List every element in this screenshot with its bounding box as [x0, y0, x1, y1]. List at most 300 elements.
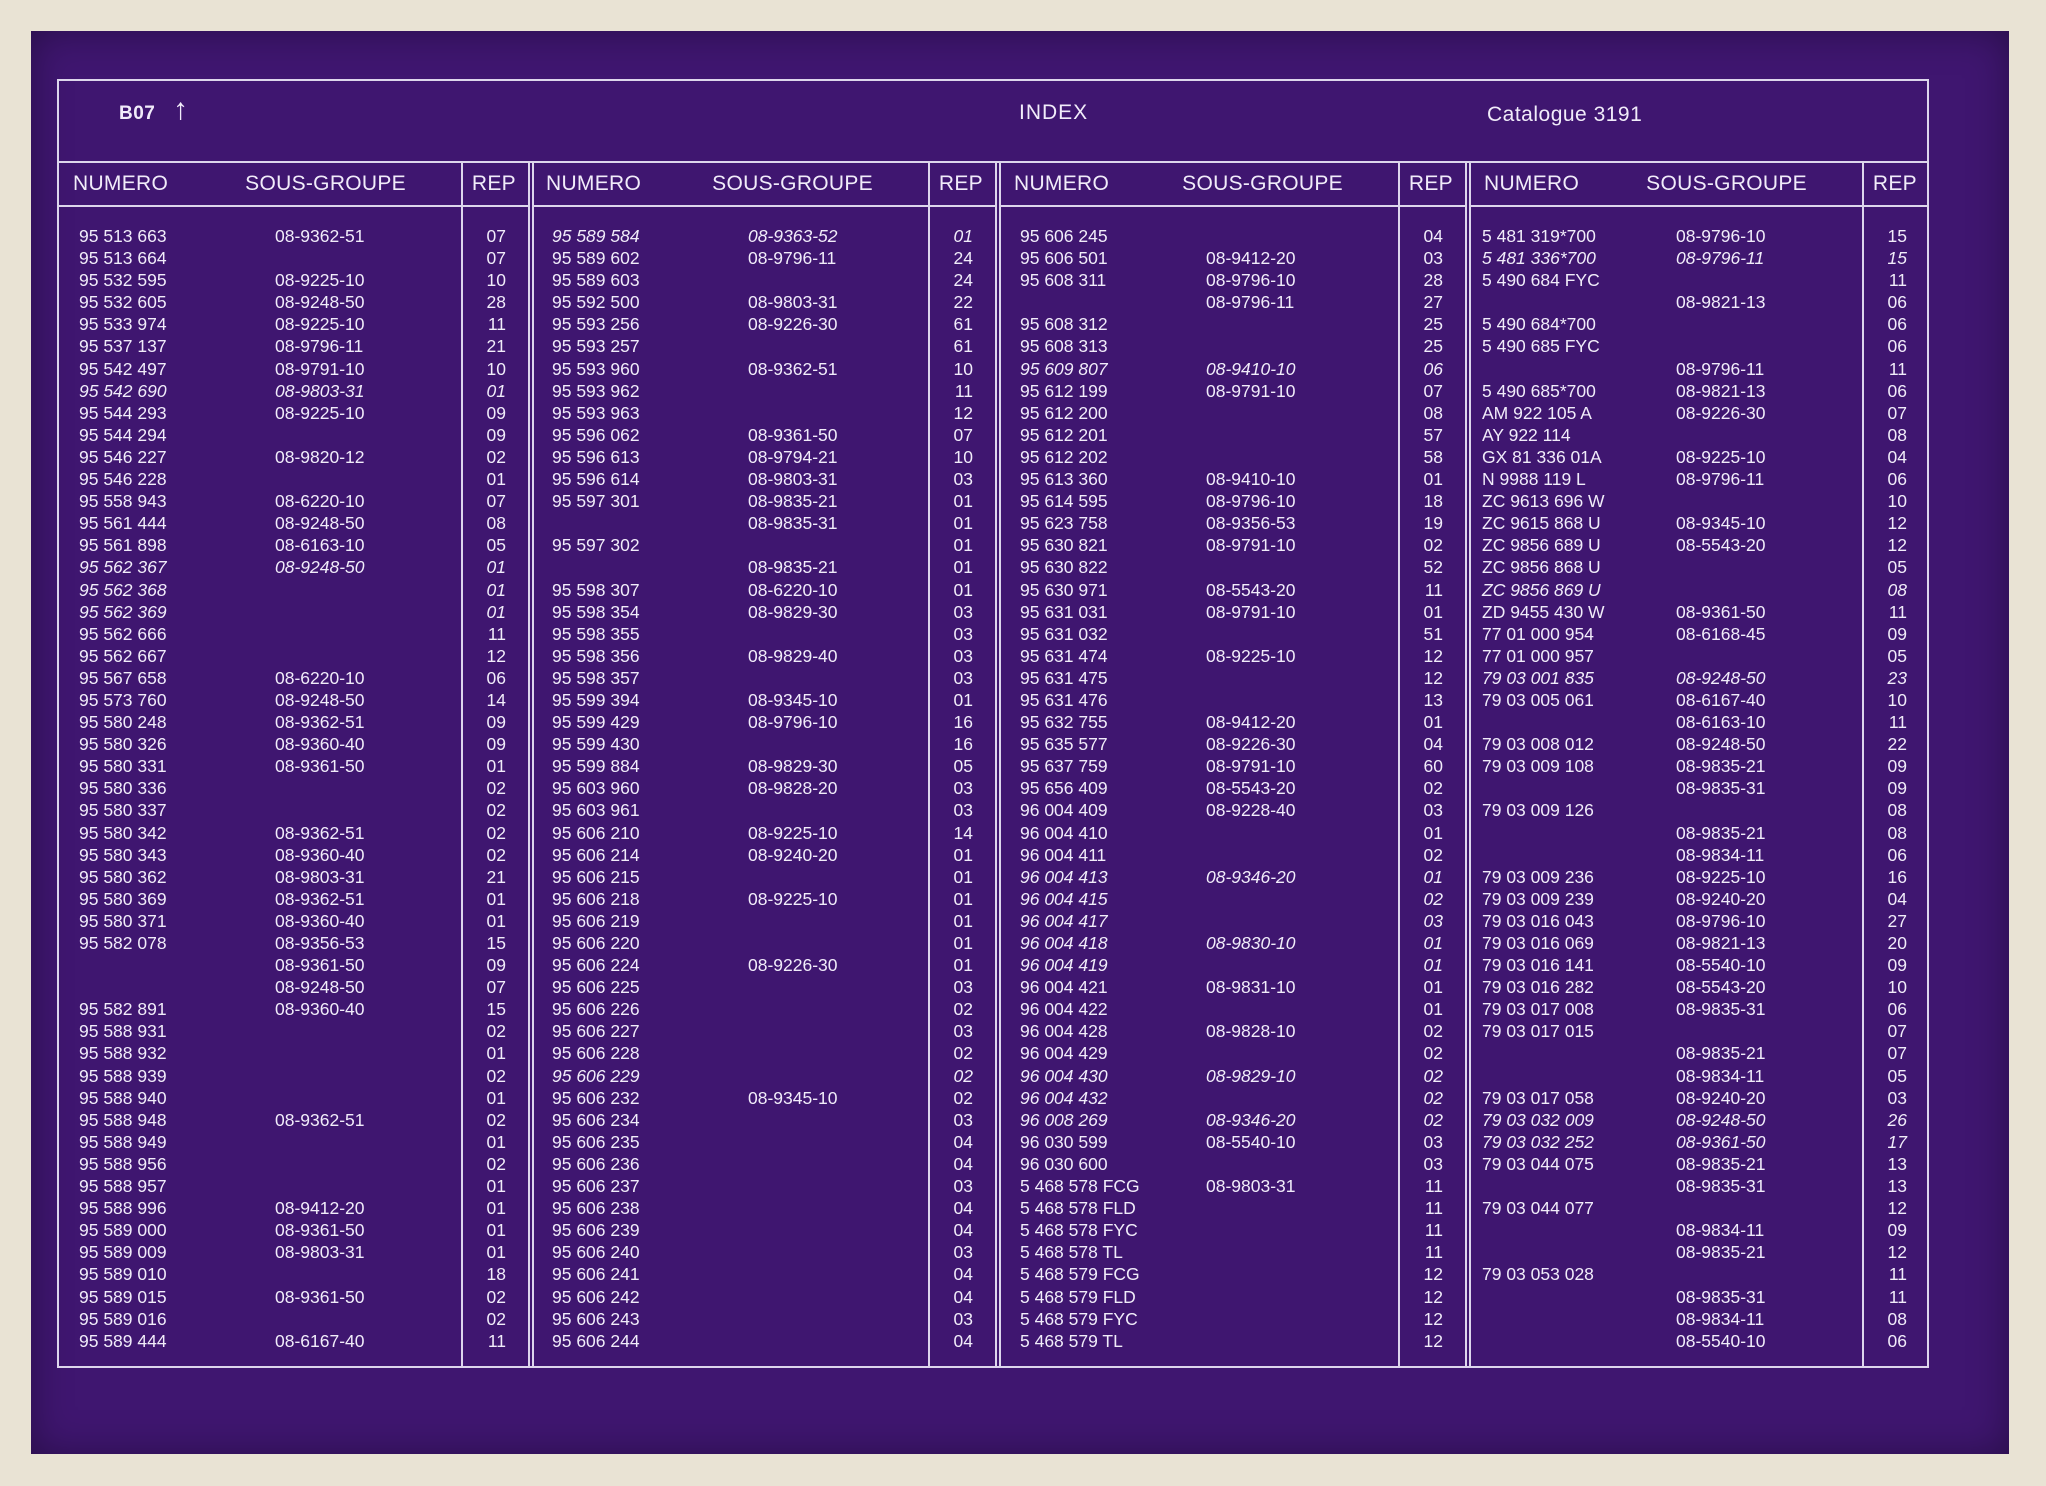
table-row	[1470, 1042, 1929, 1064]
sous-groupe-cell: 08-9796-10	[748, 712, 838, 733]
table-row	[532, 446, 995, 468]
numero-cell: 95 599 394	[552, 689, 640, 710]
table-row	[532, 910, 995, 932]
rep-cell: 03	[953, 1242, 973, 1263]
table-row	[532, 269, 995, 291]
table-row	[532, 689, 995, 711]
table-row	[1470, 335, 1929, 357]
table-row	[1000, 976, 1465, 998]
rep-cell: 02	[486, 1021, 506, 1042]
table-row	[1470, 799, 1929, 821]
rep-cell: 07	[486, 491, 506, 512]
numero-cell: 95 608 313	[1020, 336, 1108, 357]
sous-groupe-cell: 08-9360-40	[275, 734, 365, 755]
numero-cell: 95 606 236	[552, 1153, 640, 1174]
table-row	[1000, 623, 1465, 645]
numero-cell: 96 004 409	[1020, 800, 1108, 821]
rep-cell: 14	[953, 822, 973, 843]
column-header-sous-groupe: SOUS-GROUPE	[712, 172, 873, 195]
table-row	[1470, 777, 1929, 799]
rep-cell: 02	[953, 1065, 973, 1086]
numero-cell: 95 561 444	[79, 513, 167, 534]
numero-cell: 96 030 599	[1020, 1131, 1108, 1152]
table-row	[532, 866, 995, 888]
table-row	[1000, 1087, 1465, 1109]
numero-cell: 95 580 371	[79, 910, 167, 931]
page-title: INDEX	[1019, 101, 1089, 124]
table-row	[532, 645, 995, 667]
sous-groupe-cell: 08-9791-10	[1206, 535, 1296, 556]
sous-groupe-cell: 08-9228-40	[1206, 800, 1296, 821]
rep-cell: 04	[953, 1286, 973, 1307]
sous-groupe-cell: 08-9803-31	[275, 866, 365, 887]
numero-cell: 95 606 237	[552, 1176, 640, 1197]
rep-cell: 01	[486, 910, 506, 931]
rep-cell: 03	[1423, 1153, 1443, 1174]
numero-cell: 95 596 613	[552, 446, 640, 467]
up-arrow-icon: ↑	[173, 93, 188, 126]
table-row	[59, 1263, 528, 1285]
table-row	[59, 1308, 528, 1330]
sous-groupe-cell: 08-9345-10	[748, 1087, 838, 1108]
rep-cell: 12	[1423, 1330, 1443, 1351]
numero-cell: 95 606 235	[552, 1131, 640, 1152]
table-row	[1000, 667, 1465, 689]
rep-cell: 10	[1887, 977, 1907, 998]
rep-cell: 22	[1887, 734, 1907, 755]
sous-groupe-cell: 08-9226-30	[1676, 402, 1766, 423]
table-row	[1470, 1197, 1929, 1219]
numero-cell: 95 542 690	[79, 380, 167, 401]
table-row	[532, 976, 995, 998]
sous-groupe-cell: 08-9362-51	[275, 822, 365, 843]
table-row	[59, 380, 528, 402]
numero-cell: 95 533 974	[79, 314, 167, 335]
numero-cell: 79 03 009 236	[1482, 866, 1594, 887]
numero-cell: 95 599 429	[552, 712, 640, 733]
rep-cell: 52	[1423, 557, 1443, 578]
table-row	[532, 291, 995, 313]
table-row	[532, 954, 995, 976]
rep-cell: 15	[1887, 248, 1907, 269]
rep-cell: 57	[1423, 424, 1443, 445]
table-row	[1000, 1219, 1465, 1241]
rep-cell: 04	[953, 1264, 973, 1285]
sous-groupe-cell: 08-9796-10	[1206, 491, 1296, 512]
numero-cell: 95 623 758	[1020, 513, 1108, 534]
table-row	[59, 1087, 528, 1109]
sous-groupe-cell: 08-9226-30	[1206, 734, 1296, 755]
sous-groupe-cell: 08-9829-30	[748, 756, 838, 777]
rep-cell: 03	[953, 1176, 973, 1197]
table-row	[1470, 623, 1929, 645]
table-row	[59, 402, 528, 424]
table-row	[1470, 645, 1929, 667]
numero-cell: 96 004 411	[1020, 844, 1107, 865]
rep-cell: 02	[486, 1109, 506, 1130]
table-row	[532, 358, 995, 380]
rep-cell: 02	[486, 778, 506, 799]
table-row	[59, 490, 528, 512]
numero-cell: 95 631 031	[1020, 601, 1108, 622]
table-row	[59, 755, 528, 777]
sous-groupe-cell: 08-9796-11	[1676, 469, 1765, 490]
rep-cell: 10	[1887, 491, 1907, 512]
table-row	[1470, 225, 1929, 247]
rep-cell: 06	[1887, 1330, 1907, 1351]
sous-groupe-cell: 08-9835-21	[748, 557, 838, 578]
table-row	[1470, 579, 1929, 601]
table-row	[1470, 667, 1929, 689]
numero-cell: ZD 9455 430 W	[1482, 601, 1605, 622]
numero-cell: 96 004 417	[1020, 910, 1108, 931]
numero-cell: 95 532 605	[79, 292, 167, 313]
column-header-sous-groupe: SOUS-GROUPE	[1182, 172, 1343, 195]
table-row	[59, 844, 528, 866]
table-row	[59, 1219, 528, 1241]
rep-cell: 17	[1887, 1131, 1907, 1152]
rep-cell: 04	[953, 1153, 973, 1174]
sous-groupe-cell: 08-9248-50	[275, 292, 365, 313]
numero-cell: 95 588 956	[79, 1153, 167, 1174]
numero-cell: 95 606 245	[1020, 226, 1108, 246]
rep-cell: 26	[1887, 1109, 1907, 1130]
table-row	[59, 1286, 528, 1308]
rep-cell: 02	[1423, 1087, 1443, 1108]
table-row	[59, 1241, 528, 1263]
rep-cell: 02	[486, 844, 506, 865]
sous-groupe-cell: 08-9225-10	[1676, 866, 1766, 887]
table-row	[1470, 313, 1929, 335]
sous-groupe-cell: 08-9360-40	[275, 844, 365, 865]
table-row	[59, 1131, 528, 1153]
sous-groupe-cell: 08-9835-21	[1676, 756, 1766, 777]
table-row	[1470, 755, 1929, 777]
column-header-numero: NUMERO	[1484, 172, 1580, 195]
table-row	[1000, 335, 1465, 357]
numero-cell: 5 468 579 FLD	[1020, 1286, 1136, 1307]
column-header-rep: REP	[471, 172, 516, 195]
rep-cell: 01	[1423, 601, 1443, 622]
numero-cell: 95 597 301	[552, 491, 640, 512]
numero-cell: 95 589 010	[79, 1264, 167, 1285]
sous-groupe-cell: 08-9803-31	[748, 292, 838, 313]
rep-cell: 10	[486, 358, 506, 379]
numero-cell: ZC 9615 868 U	[1482, 513, 1601, 534]
rep-cell: 04	[953, 1220, 973, 1241]
index-block-3	[1000, 161, 1467, 1368]
table-row	[1000, 380, 1465, 402]
numero-cell: 95 593 960	[552, 358, 640, 379]
rep-cell: 11	[487, 623, 506, 644]
rep-cell: 08	[1887, 579, 1907, 600]
numero-cell: 95 631 475	[1020, 667, 1108, 688]
rep-cell: 09	[486, 955, 506, 976]
numero-cell: 95 606 234	[552, 1109, 640, 1130]
rep-cell: 04	[953, 1131, 973, 1152]
rep-cell: 04	[1887, 446, 1907, 467]
table-row	[59, 733, 528, 755]
numero-cell: ZC 9613 696 W	[1482, 491, 1605, 512]
numero-cell: 95 631 032	[1020, 623, 1108, 644]
numero-cell: 5 490 685 FYC	[1482, 336, 1600, 357]
table-row	[1470, 1241, 1929, 1263]
numero-cell: 95 614 595	[1020, 491, 1108, 512]
numero-cell: 95 598 355	[552, 623, 640, 644]
table-row	[532, 380, 995, 402]
sous-groupe-cell: 08-9796-11	[1676, 358, 1765, 379]
rep-cell: 06	[1887, 314, 1907, 335]
table-row	[532, 247, 995, 269]
sous-groupe-cell: 08-5543-20	[1676, 535, 1766, 556]
numero-cell: 95 606 214	[552, 844, 640, 865]
rep-cell: 24	[953, 270, 973, 291]
table-row	[1470, 1020, 1929, 1042]
numero-cell: 95 562 367	[79, 557, 167, 578]
sous-groupe-cell: 08-9248-50	[1676, 667, 1766, 688]
rep-cell: 09	[1887, 1220, 1907, 1241]
rep-cell: 02	[486, 822, 506, 843]
numero-cell: 95 606 238	[552, 1198, 640, 1219]
column-header-rep: REP	[1408, 172, 1453, 195]
sous-groupe-cell: 08-9361-50	[748, 424, 838, 445]
table-row	[1000, 402, 1465, 424]
table-row	[1470, 910, 1929, 932]
sous-groupe-cell: 08-9345-10	[748, 689, 838, 710]
sous-groupe-cell: 08-9794-21	[748, 446, 838, 467]
table-row	[532, 711, 995, 733]
sous-groupe-cell: 08-9361-50	[275, 1220, 365, 1241]
table-row	[532, 313, 995, 335]
table-row	[59, 291, 528, 313]
table-row	[532, 623, 995, 645]
rep-cell: 11	[1424, 1176, 1443, 1197]
table-row	[1470, 512, 1929, 534]
rep-cell: 03	[953, 469, 973, 490]
rep-cell: 12	[1423, 667, 1443, 688]
sous-groupe-cell: 08-9791-10	[1206, 380, 1296, 401]
table-row	[532, 402, 995, 424]
sous-groupe-cell: 08-9829-10	[1206, 1065, 1296, 1086]
rep-cell: 28	[1423, 270, 1443, 291]
numero-cell: 95 597 302	[552, 535, 640, 556]
rep-cell: 02	[486, 446, 506, 467]
table-row	[1000, 1109, 1465, 1131]
index-rows	[59, 225, 528, 1352]
rep-cell: 02	[953, 1087, 973, 1108]
table-row	[532, 1175, 995, 1197]
sous-groupe-cell: 08-9829-30	[748, 601, 838, 622]
rep-cell: 23	[1887, 667, 1907, 688]
table-row	[1000, 556, 1465, 578]
rep-cell: 01	[486, 469, 506, 490]
film-frame	[31, 31, 2009, 1454]
table-row	[1470, 689, 1929, 711]
numero-cell: 95 580 248	[79, 712, 167, 733]
numero-cell: 95 606 501	[1020, 248, 1108, 269]
column-header-row	[532, 161, 995, 207]
rep-cell: 07	[486, 248, 506, 269]
numero-cell: 95 598 357	[552, 667, 640, 688]
sous-groupe-cell: 08-9796-11	[748, 248, 837, 269]
table-row	[1470, 534, 1929, 556]
sous-groupe-cell: 08-9835-31	[1676, 1176, 1766, 1197]
numero-cell: 95 596 614	[552, 469, 640, 490]
numero-cell: 95 635 577	[1020, 734, 1108, 755]
index-block-2	[532, 161, 997, 1368]
table-row	[59, 777, 528, 799]
rep-cell: 07	[953, 424, 973, 445]
numero-cell: 95 588 931	[79, 1021, 167, 1042]
numero-cell: 95 588 940	[79, 1087, 167, 1108]
table-row	[1470, 1065, 1929, 1087]
numero-cell: 95 589 602	[552, 248, 640, 269]
rep-cell: 12	[1887, 1242, 1907, 1263]
table-row	[532, 490, 995, 512]
numero-cell: 5 468 578 FCG	[1020, 1176, 1140, 1197]
sous-groupe-cell: 08-5540-10	[1206, 1131, 1296, 1152]
numero-cell: 5 490 684 FYC	[1482, 270, 1600, 291]
table-row	[59, 335, 528, 357]
table-row	[532, 534, 995, 556]
numero-cell: 95 567 658	[79, 667, 167, 688]
rep-cell: 03	[1423, 1131, 1443, 1152]
table-row	[59, 601, 528, 623]
table-row	[1000, 1197, 1465, 1219]
numero-cell: 96 004 428	[1020, 1021, 1108, 1042]
numero-cell: 95 606 227	[552, 1021, 640, 1042]
sous-groupe-cell: 08-9361-50	[275, 756, 365, 777]
numero-cell: 95 631 476	[1020, 689, 1108, 710]
table-row	[1470, 424, 1929, 446]
sous-groupe-cell: 08-9830-10	[1206, 933, 1296, 953]
rep-cell: 05	[953, 756, 973, 777]
numero-cell: 96 004 422	[1020, 999, 1108, 1020]
sous-groupe-cell: 08-9360-40	[275, 999, 365, 1020]
sous-groupe-cell: 08-9835-31	[1676, 999, 1766, 1020]
sous-groupe-cell: 08-9791-10	[1206, 601, 1296, 622]
table-row	[1470, 998, 1929, 1020]
numero-cell: 95 561 898	[79, 535, 167, 556]
sous-groupe-cell: 08-9248-50	[275, 513, 365, 534]
sous-groupe-cell: 08-9248-50	[1676, 1109, 1766, 1130]
numero-cell: 95 606 219	[552, 910, 640, 931]
rep-cell: 16	[953, 734, 973, 755]
table-row	[532, 1153, 995, 1175]
sous-groupe-cell: 08-9828-10	[1206, 1021, 1296, 1042]
column-header-sous-groupe: SOUS-GROUPE	[245, 172, 406, 195]
table-row	[532, 998, 995, 1020]
numero-cell: 95 573 760	[79, 689, 167, 710]
rep-cell: 08	[1887, 1308, 1907, 1329]
sous-groupe-cell: 08-5543-20	[1676, 977, 1766, 998]
table-row	[1000, 932, 1465, 954]
table-row	[1470, 490, 1929, 512]
table-row	[532, 556, 995, 578]
numero-cell: 95 562 667	[79, 645, 167, 666]
table-row	[1470, 1308, 1929, 1330]
numero-cell: 95 606 240	[552, 1242, 640, 1263]
table-row	[1470, 1131, 1929, 1153]
numero-cell: 95 589 000	[79, 1220, 167, 1241]
numero-cell: 79 03 044 077	[1482, 1198, 1594, 1219]
numero-cell: 79 03 009 239	[1482, 888, 1594, 909]
table-row	[1000, 247, 1465, 269]
numero-cell: 95 606 215	[552, 866, 640, 887]
table-row	[1000, 733, 1465, 755]
index-rows	[1000, 225, 1465, 1352]
numero-cell: 95 606 244	[552, 1330, 640, 1351]
rep-cell: 02	[486, 800, 506, 821]
numero-cell: N 9988 119 L	[1482, 469, 1586, 490]
table-row	[532, 755, 995, 777]
sous-groupe-cell: 08-9346-20	[1206, 1109, 1296, 1130]
numero-cell: 95 612 201	[1020, 424, 1108, 445]
table-row	[532, 888, 995, 910]
table-row	[59, 247, 528, 269]
rep-cell: 01	[486, 888, 506, 909]
rep-cell: 05	[1887, 645, 1907, 666]
rep-cell: 01	[953, 226, 973, 246]
catalogue-number: Catalogue 3191	[1487, 103, 1643, 126]
rep-cell: 03	[953, 977, 973, 998]
rep-cell: 06	[486, 667, 506, 688]
numero-cell: 95 606 218	[552, 888, 640, 909]
rep-cell: 06	[1887, 292, 1907, 313]
numero-cell: 95 603 960	[552, 778, 640, 799]
numero-cell: 95 596 062	[552, 424, 640, 445]
rep-cell: 01	[486, 1220, 506, 1241]
numero-cell: 79 03 009 108	[1482, 756, 1594, 777]
rep-cell: 01	[953, 689, 973, 710]
rep-cell: 11	[1424, 1242, 1443, 1263]
numero-cell: 95 580 336	[79, 778, 167, 799]
sous-groupe-cell: 08-9835-31	[748, 513, 838, 534]
table-row	[1000, 866, 1465, 888]
table-row	[1000, 1020, 1465, 1042]
table-row	[59, 1109, 528, 1131]
numero-cell: 95 598 307	[552, 579, 640, 600]
numero-cell: AM 922 105 A	[1482, 402, 1592, 423]
table-row	[532, 667, 995, 689]
table-row	[59, 822, 528, 844]
numero-cell: 5 468 579 FCG	[1020, 1264, 1140, 1285]
sous-groupe-cell: 08-5543-20	[1206, 579, 1296, 600]
table-row	[1470, 954, 1929, 976]
sous-groupe-cell: 08-9356-53	[1206, 513, 1296, 534]
column-header-rep: REP	[938, 172, 983, 195]
sous-groupe-cell: 08-9829-40	[748, 645, 838, 666]
numero-cell: 96 004 419	[1020, 955, 1108, 976]
rep-cell: 03	[1423, 248, 1443, 269]
table-row	[1000, 1153, 1465, 1175]
numero-cell: 95 588 957	[79, 1176, 167, 1197]
numero-cell: 95 608 311	[1020, 270, 1107, 291]
rep-cell: 03	[953, 667, 973, 688]
sous-groupe-cell: 08-9225-10	[275, 270, 365, 291]
index-rows	[1470, 225, 1929, 1352]
numero-cell: 95 580 362	[79, 866, 167, 887]
rep-cell: 16	[1887, 866, 1907, 887]
table-row	[1000, 225, 1465, 247]
table-row	[59, 1042, 528, 1064]
table-row	[1470, 976, 1929, 998]
numero-cell: 79 03 017 008	[1482, 999, 1594, 1020]
rep-cell: 22	[953, 292, 973, 313]
numero-cell: 96 008 269	[1020, 1109, 1108, 1130]
numero-cell: 95 513 664	[79, 248, 167, 269]
table-row	[1470, 1263, 1929, 1285]
